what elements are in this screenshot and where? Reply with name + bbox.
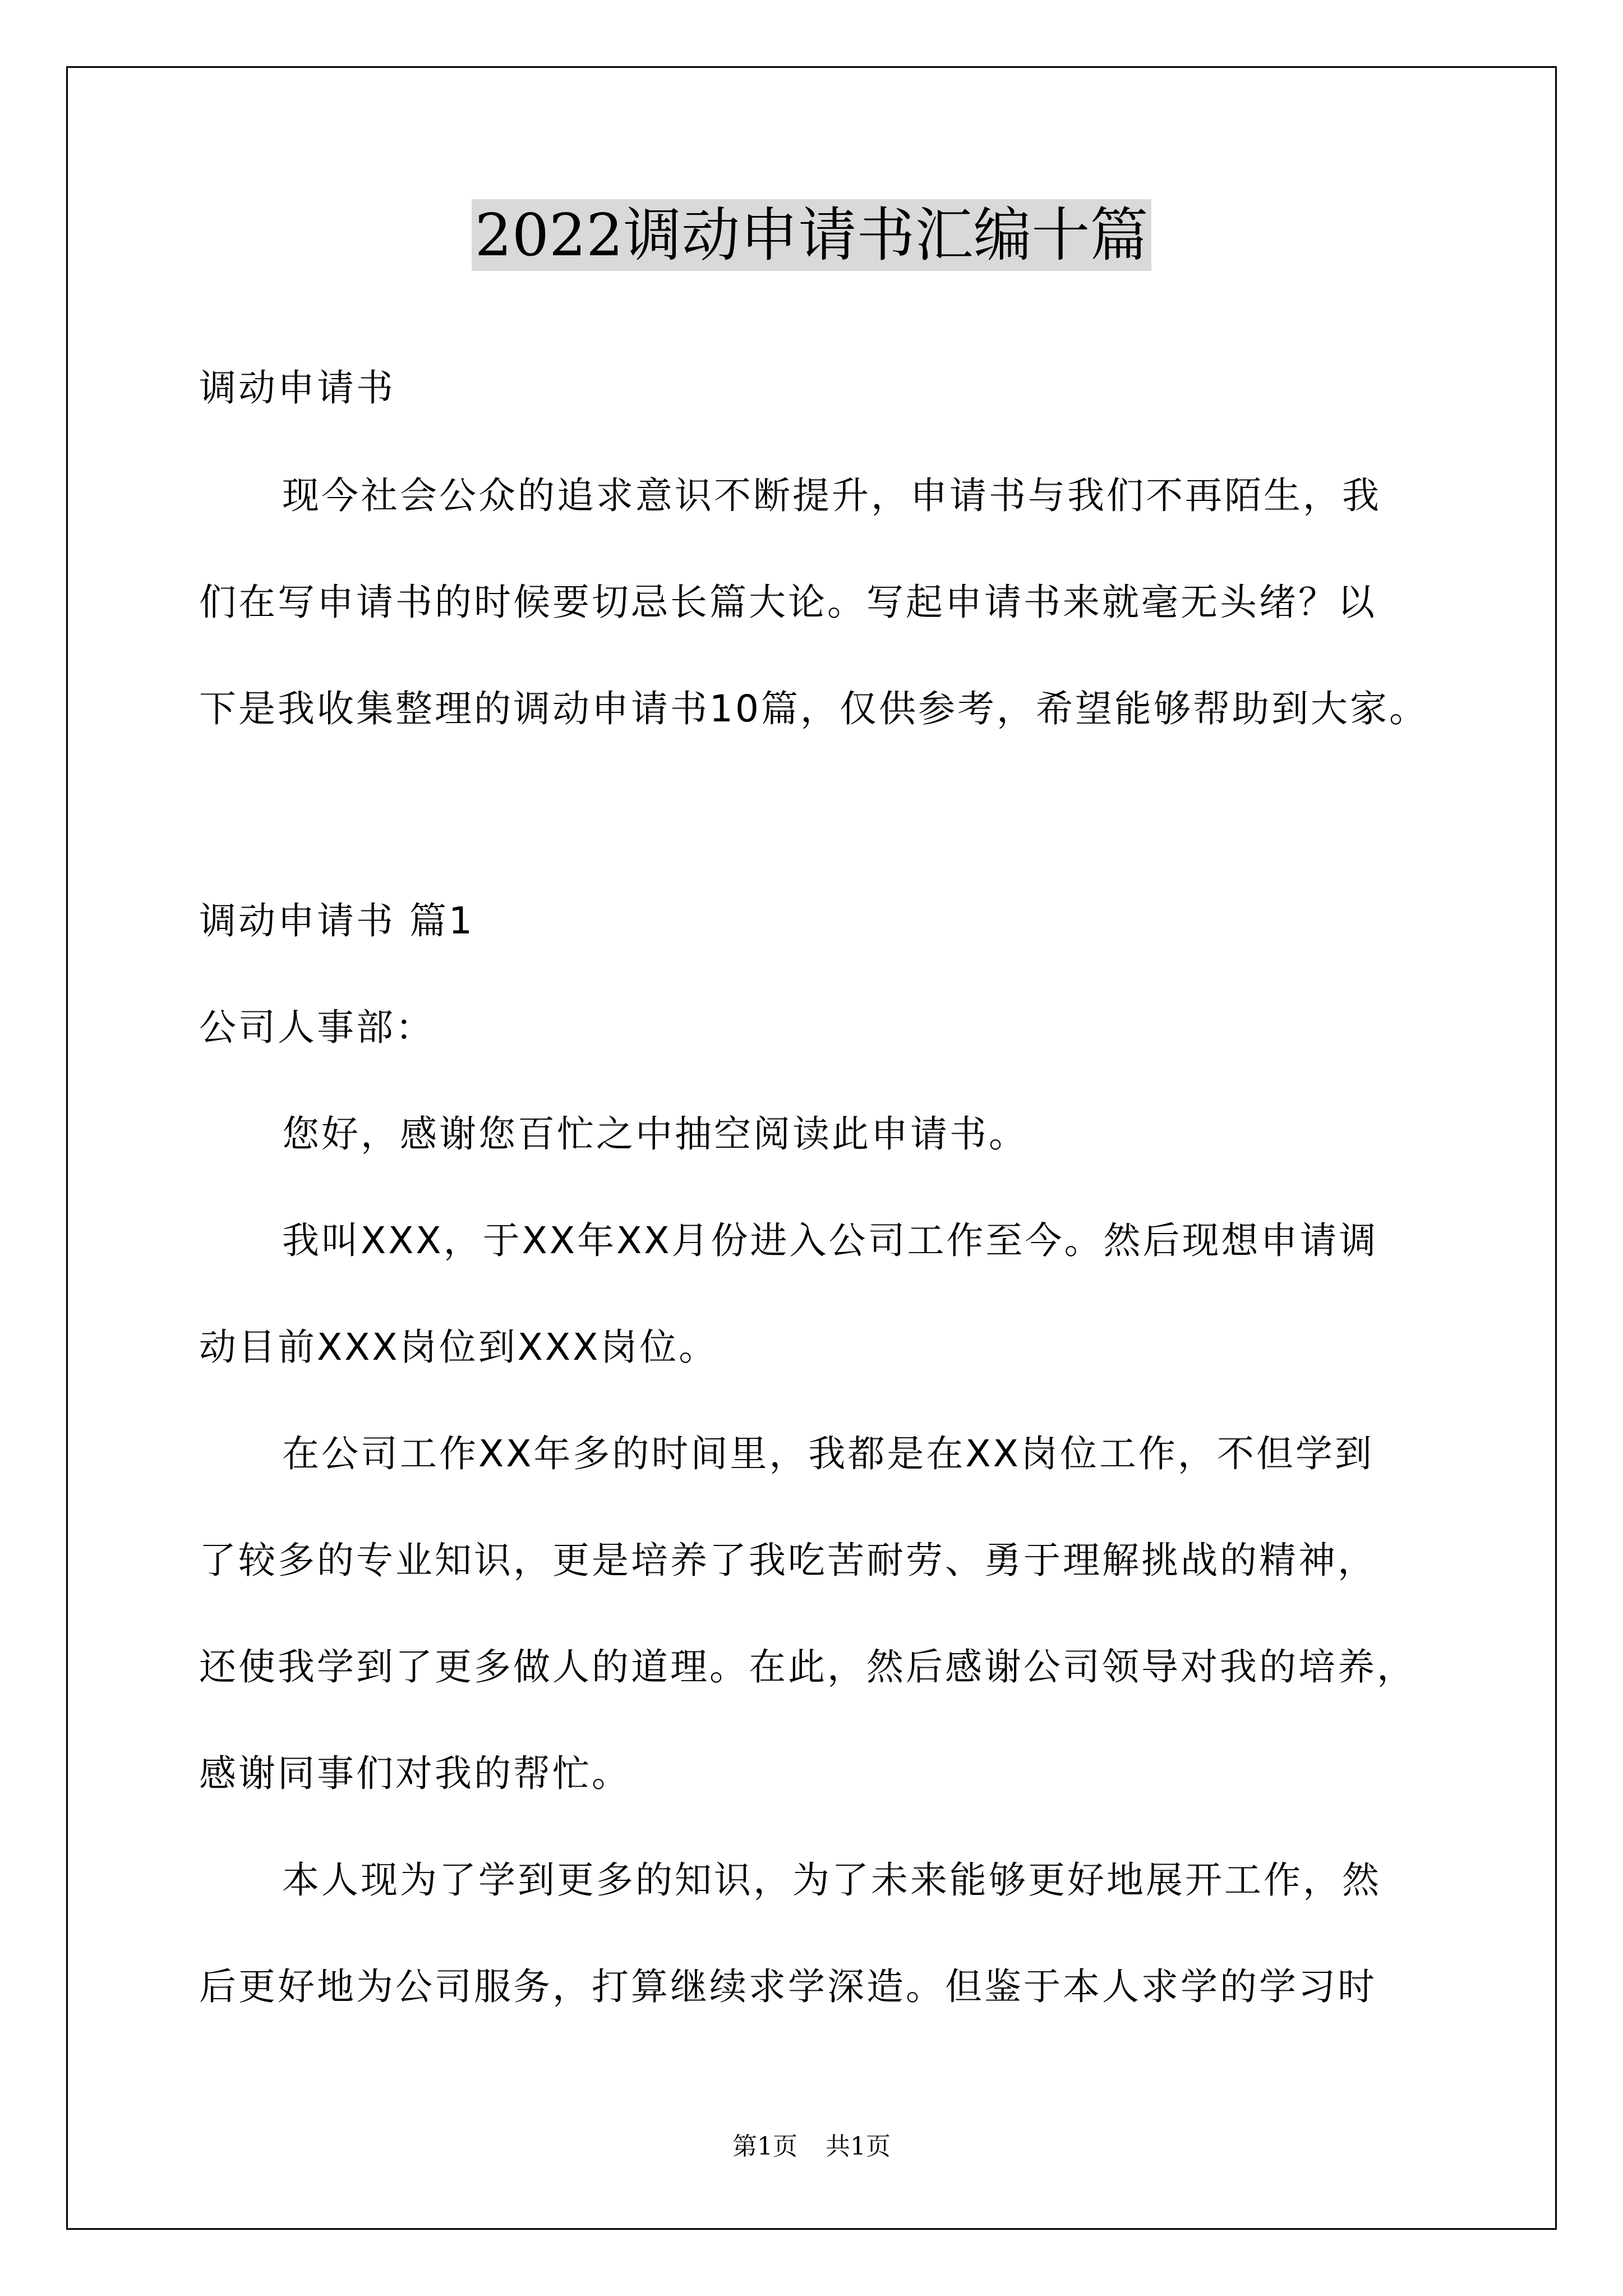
paragraph-line: 在公司工作XX年多的时间里，我都是在XX岗位工作，不但学到	[282, 1432, 1374, 1475]
paragraph-line: 还使我学到了更多做人的道理。在此，然后感谢公司领导对我的培养，	[199, 1645, 1416, 1688]
paragraph-line: 您好，感谢您百忙之中抽空阅读此申请书。	[282, 1112, 1028, 1156]
paragraph-line: 了较多的专业知识，更是培养了我吃苦耐劳、勇于理解挑战的精神，	[199, 1539, 1377, 1582]
paragraph-line: 下是我收集整理的调动申请书10篇，仅供参考，希望能够帮助到大家。	[199, 687, 1428, 730]
paragraph-line: 感谢同事们对我的帮忙。	[199, 1752, 631, 1795]
salutation: 公司人事部：	[199, 1006, 435, 1049]
paragraph-line: 本人现为了学到更多的知识，为了未来能够更好地展开工作，然	[282, 1858, 1381, 1902]
document-title: 2022调动申请书汇编十篇	[472, 199, 1152, 271]
section-heading: 调动申请书	[199, 366, 395, 409]
total-pages: 共1页	[826, 2132, 891, 2161]
paragraph-line: 现今社会公众的追求意识不断提升，申请书与我们不再陌生，我	[282, 474, 1381, 517]
page-footer	[0, 2126, 1623, 2162]
page-number: 第1页	[732, 2132, 797, 2161]
paragraph-line: 动目前XXX岗位到XXX岗位。	[199, 1326, 718, 1369]
title-container	[0, 199, 1623, 271]
paragraph-line: 我叫XXX，于XX年XX月份进入公司工作至今。然后现想申请调	[282, 1219, 1378, 1262]
paragraph-line: 后更好地为公司服务，打算继续求学深造。但鉴于本人求学的学习时	[199, 1965, 1377, 2008]
paragraph-line: 们在写申请书的时候要切忌长篇大论。写起申请书来就毫无头绪？以	[199, 581, 1377, 624]
section-heading: 调动申请书 篇1	[199, 899, 474, 942]
